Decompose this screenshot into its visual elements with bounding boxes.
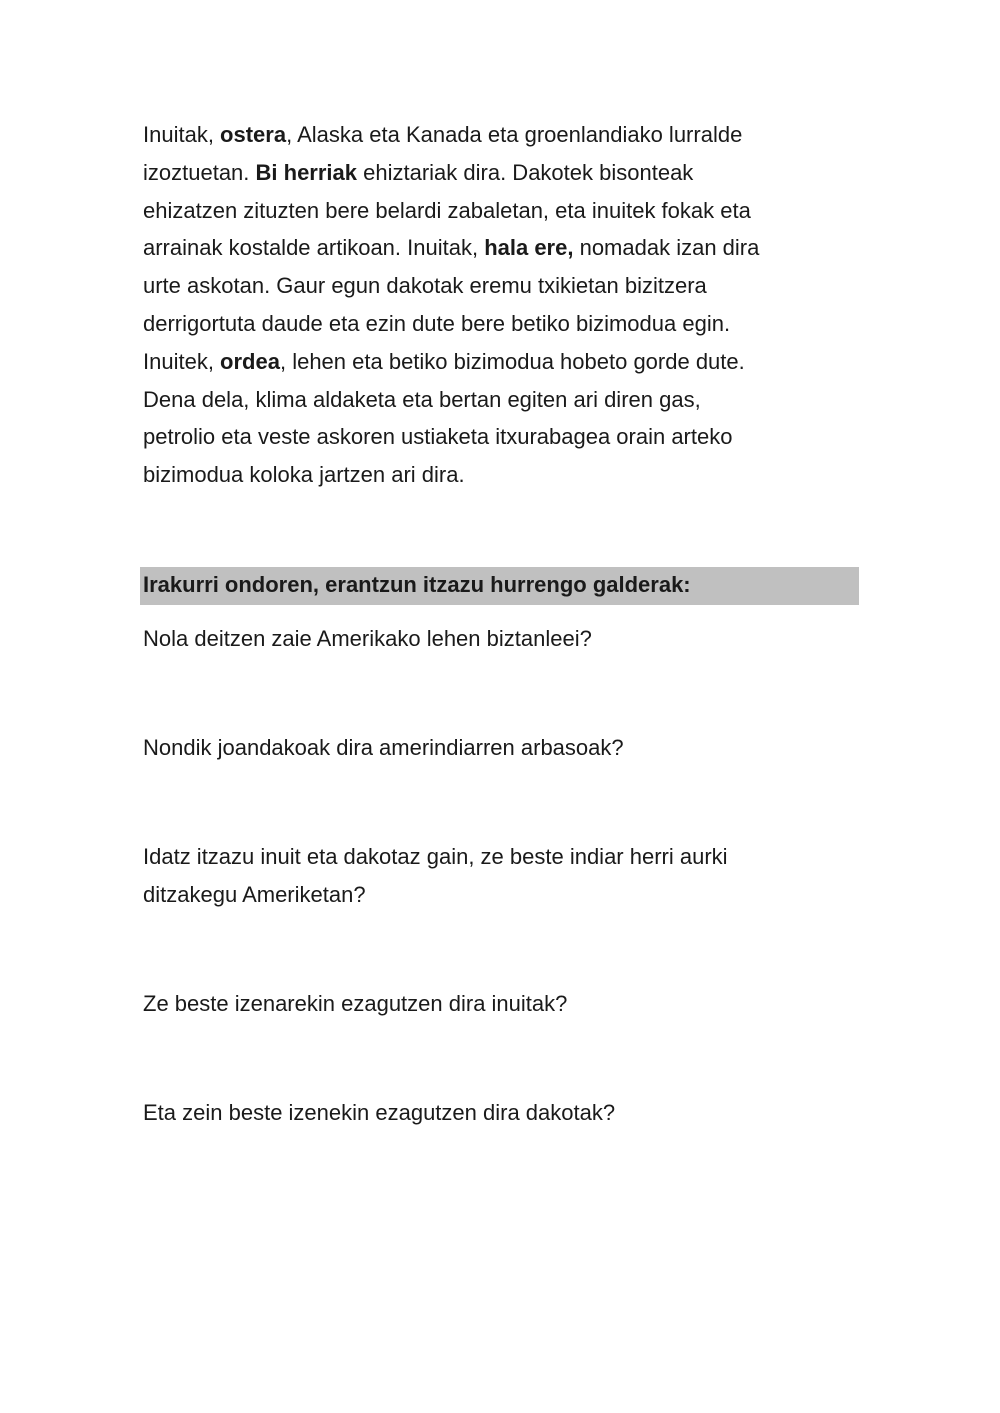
question-text: ditzakegu Ameriketan? [143, 881, 366, 907]
reading-paragraph [143, 116, 843, 494]
question-text: Idatz itzazu inuit eta dakotaz gain, ze beste indiar herri aurki [143, 844, 728, 869]
paragraph-line: Dena dela, klima aldaketa eta bertan egiten ari diren gas, [143, 386, 701, 412]
question-text: Eta zein beste izenekin ezagutzen dira dakotak? [143, 1100, 616, 1125]
question-text: Ze beste izenarekin ezagutzen dira inuitak? [143, 991, 568, 1016]
question-4 [143, 985, 843, 1023]
bold-keyword: hala ere, [484, 235, 574, 261]
text-span: Inuitek, [143, 348, 221, 374]
question-text: Nola deitzen zaie Amerikako lehen biztanleei? [143, 626, 592, 651]
paragraph-line [143, 229, 843, 267]
question-text: Nondik joandakoak dira amerindiarren arbasoak? [143, 735, 624, 760]
text-span: , Alaska eta Kanada eta groenlandiako lurralde [286, 122, 743, 147]
paragraph-line: petrolio eta veste askoren ustiaketa itxurabagea orain arteko [143, 424, 733, 450]
paragraph-line: ehizatzen zituzten bere belardi zabaletan, eta inuitek fokak eta [143, 197, 751, 223]
paragraph-line: derrigortuta daude eta ezin dute bere betiko bizimodua egin. [143, 310, 731, 336]
question-5 [143, 1094, 843, 1132]
bold-keyword: ostera [220, 122, 287, 147]
bold-keyword: Bi herriak [255, 159, 358, 185]
paragraph-line [143, 116, 843, 154]
question-1 [143, 620, 843, 658]
paragraph-line [143, 154, 843, 192]
text-span: nomadak izan dira [573, 235, 760, 261]
text-span: ehiztariak dira. Dakotek bisonteak [357, 159, 694, 185]
paragraph-line [143, 343, 843, 381]
bold-keyword: ordea [220, 348, 280, 374]
question-3 [143, 838, 843, 914]
instruction-heading: Irakurri ondoren, erantzun itzazu hurrengo galderak: [143, 572, 691, 597]
text-span: arrainak kostalde artikoan. Inuitak, [143, 235, 485, 261]
question-2 [143, 729, 843, 767]
text-span: Inuitak, [143, 122, 221, 147]
instruction-heading-band [140, 567, 859, 605]
paragraph-line: bizimodua koloka jartzen ari dira. [143, 462, 465, 488]
paragraph-line: urte askotan. Gaur egun dakotak eremu txikietan bizitzera [143, 273, 707, 299]
text-span: , lehen eta betiko bizimodua hobeto gorde dute. [279, 348, 745, 374]
text-span: izoztuetan. [143, 159, 256, 185]
